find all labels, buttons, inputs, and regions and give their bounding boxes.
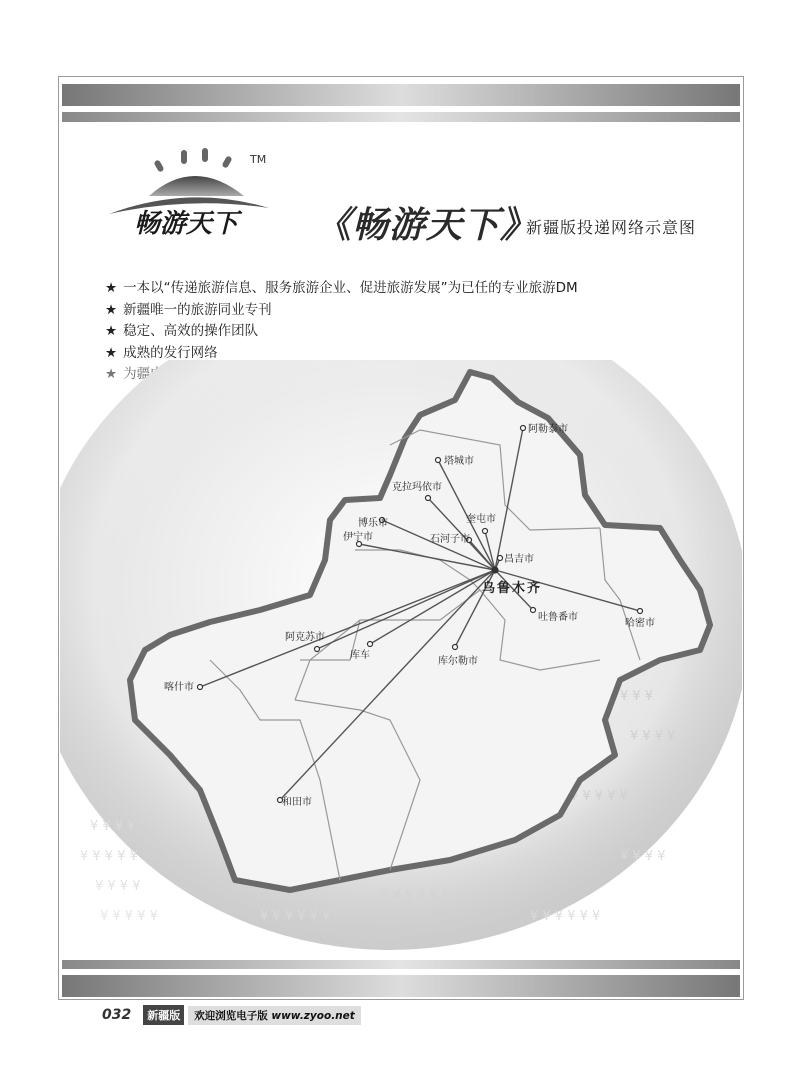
list-item: ★ 稳定、高效的操作团队 [105,323,259,339]
edition-tag: 新疆版 [143,1005,184,1025]
list-item: ★ 新疆唯一的旅游同业专刊 [105,301,272,318]
header-bar-top [62,84,740,106]
city-label-tacheng: 塔城市 [444,456,474,467]
sun-ray [181,150,187,164]
city-label-yining: 伊宁市 [343,532,373,543]
page-number: 032 [102,1007,132,1023]
city-label-korla: 库尔勒市 [438,656,478,667]
page-subtitle: 新疆版投递网络示意图 [526,218,697,237]
sun-shape [149,176,244,196]
list-item: ★ 成熟的发行网络 [105,344,218,361]
star-icon: ★ [105,301,118,318]
star-icon: ★ [105,280,118,296]
footer-bar-thin [62,960,740,969]
city-label-altay: 阿勒泰市 [528,424,568,435]
trademark-mark: TM [250,153,267,166]
city-label-hotan: 和田市 [282,797,312,808]
star-icon: ★ [105,344,118,361]
city-label-turpan: 吐鲁番市 [538,612,578,623]
city-label-shihezi: 石河子市 [430,534,470,545]
brand-logo [104,146,274,246]
hub-label: 乌鲁木齐 [482,581,543,596]
city-label-kuitun: 奎屯市 [466,514,496,525]
list-item: ★ 一本以“传递旅游信息、服务旅游企业、促进旅游发展”为已任的专业旅游DM [105,280,578,296]
sun-ray [221,155,232,168]
footer-bar-bottom [62,975,740,997]
page-title: 《畅游天下》 [315,205,538,246]
footer-slogan: 欢迎浏览电子版 www.zyoo.net [188,1006,361,1025]
city-label-kashgar: 喀什市 [164,682,194,693]
city-label-karamay: 克拉玛依市 [392,482,442,493]
page-footer [102,1005,361,1025]
website-link[interactable]: www.zyoo.net [271,1009,355,1022]
header-bar-thin [62,112,740,122]
logo-text: 畅游天下 [134,209,239,239]
sun-ray [202,148,208,162]
city-label-aksu: 阿克苏市 [285,632,325,643]
city-label-kuqa: 库车 [350,650,370,661]
star-icon: ★ [105,323,118,339]
distribution-map [60,360,742,950]
city-label-changji: 昌吉市 [504,554,534,565]
city-label-bole: 博乐市 [358,518,388,529]
sun-ray [153,159,164,172]
city-label-hami: 哈密市 [625,618,655,629]
